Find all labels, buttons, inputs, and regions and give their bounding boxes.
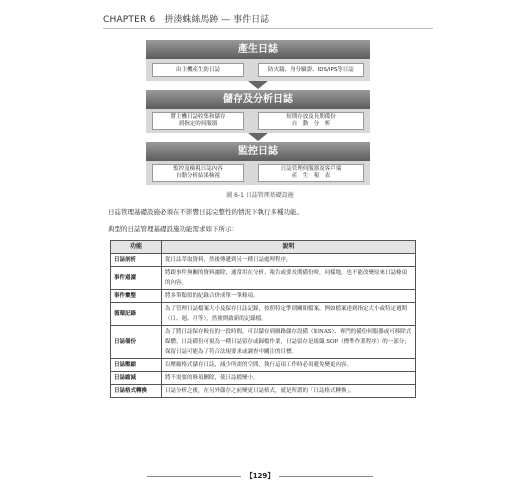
chapter-title: 拼湊蛛絲馬跡 — 事件日誌 xyxy=(164,15,270,25)
stage-monitor-box-2: 日誌管理伺服器及客戶端 產 生 報 表 xyxy=(258,164,364,182)
function-description: 為了將日誌保存較長的一段時間，可以儲存到網路儲存設備（如NAS）、專門的備份伺服器或可移除式媒體。日誌備份可視為一種日誌留存或歸檔作業，日誌留存是組織 SOP（標準作業程序）的一部分；保留日誌可能為了符合法規要求或調查中關注的目標。 xyxy=(162,326,416,359)
function-name: 循環記錄 xyxy=(111,303,162,326)
table-row xyxy=(111,372,416,385)
running-header xyxy=(103,12,433,29)
body-paragraph-1: 日誌管理基礎設施必須在不影響日誌完整性的情況下執行多種功能。 xyxy=(108,208,303,216)
function-name: 日誌剖析 xyxy=(111,254,162,267)
function-name: 事件過濾 xyxy=(111,267,162,290)
stage-generate-box-1: 由主機產生防日誌 xyxy=(152,63,244,77)
table-row xyxy=(111,326,416,359)
table-row xyxy=(111,267,416,290)
stage-monitor-title: 監控日誌 xyxy=(146,142,370,161)
table-row xyxy=(111,290,416,303)
chapter-label: CHAPTER 6 xyxy=(103,15,156,25)
function-description: 將跟事件無關的資料濾除，通常用在分析、報告或要長期備份時，同樣地，也不能改變原來日誌條項的內容。 xyxy=(162,267,416,290)
function-description: 將不需要的條項刪除，使日誌檔變小。 xyxy=(162,372,416,385)
function-description: 日誌分析之後，在另外儲存之前變更日誌格式，就是所謂的「日誌格式轉換」。 xyxy=(162,385,416,398)
stage-monitor-box-1: 監控及檢視日誌內容 自動分析結果檢視 xyxy=(152,164,244,182)
stage-generate-body xyxy=(146,59,370,81)
table-header-row xyxy=(111,241,416,254)
function-description: 以壓縮格式儲存日誌，減少所需的空間，執行這項工作時必須避免變更內容。 xyxy=(162,359,416,372)
function-name: 日誌縮減 xyxy=(111,372,162,385)
figure-caption: 圖 6-1 日誌管理基礎設施 xyxy=(226,192,294,199)
function-name: 日誌格式轉換 xyxy=(111,385,162,398)
function-name: 日誌備份 xyxy=(111,326,162,359)
table-row xyxy=(111,303,416,326)
stage-store-title: 儲存及分析日誌 xyxy=(146,90,370,109)
table-row xyxy=(111,359,416,372)
function-name: 事件彙整 xyxy=(111,290,162,303)
log-management-diagram xyxy=(146,40,370,182)
stage-store-box-1: 將主機日誌收集和儲存 到指定的伺服器 xyxy=(152,112,244,130)
stage-monitor-body xyxy=(146,161,370,185)
function-table xyxy=(110,240,416,398)
body-paragraph-2: 典型的日誌管理基礎設施功能需求如下所示： xyxy=(108,225,238,233)
down-arrow-icon xyxy=(248,81,268,89)
column-header-description: 說明 xyxy=(162,241,416,254)
stage-generate-box-2: 防火牆、身分驗證、IDS/IPS等日誌 xyxy=(258,63,364,77)
stage-store-body xyxy=(146,109,370,133)
stage-generate-title: 產生日誌 xyxy=(146,40,370,59)
table-row xyxy=(111,385,416,398)
down-arrow-icon xyxy=(248,133,268,141)
function-description: 從日誌萃取資料，然後傳遞到另一種日誌處理程序。 xyxy=(162,254,416,267)
page-number: 129 xyxy=(252,472,268,480)
function-description: 將多筆類似的紀錄合併成單一筆條項。 xyxy=(162,290,416,303)
function-name: 日誌壓縮 xyxy=(111,359,162,372)
stage-store-box-2: 短期存放及長期備份 自 動 分 析 xyxy=(258,112,364,130)
function-description: 為了管理日誌檔案大小及保存日誌記錄，按照特定準則關閉檔案，例如檔案達到指定大小或特定週期（日、週、月等），然後開啟新的記錄檔。 xyxy=(162,303,416,326)
column-header-function: 功能 xyxy=(111,241,162,254)
table-row xyxy=(111,254,416,267)
page-footer: 【129】 xyxy=(0,471,520,481)
